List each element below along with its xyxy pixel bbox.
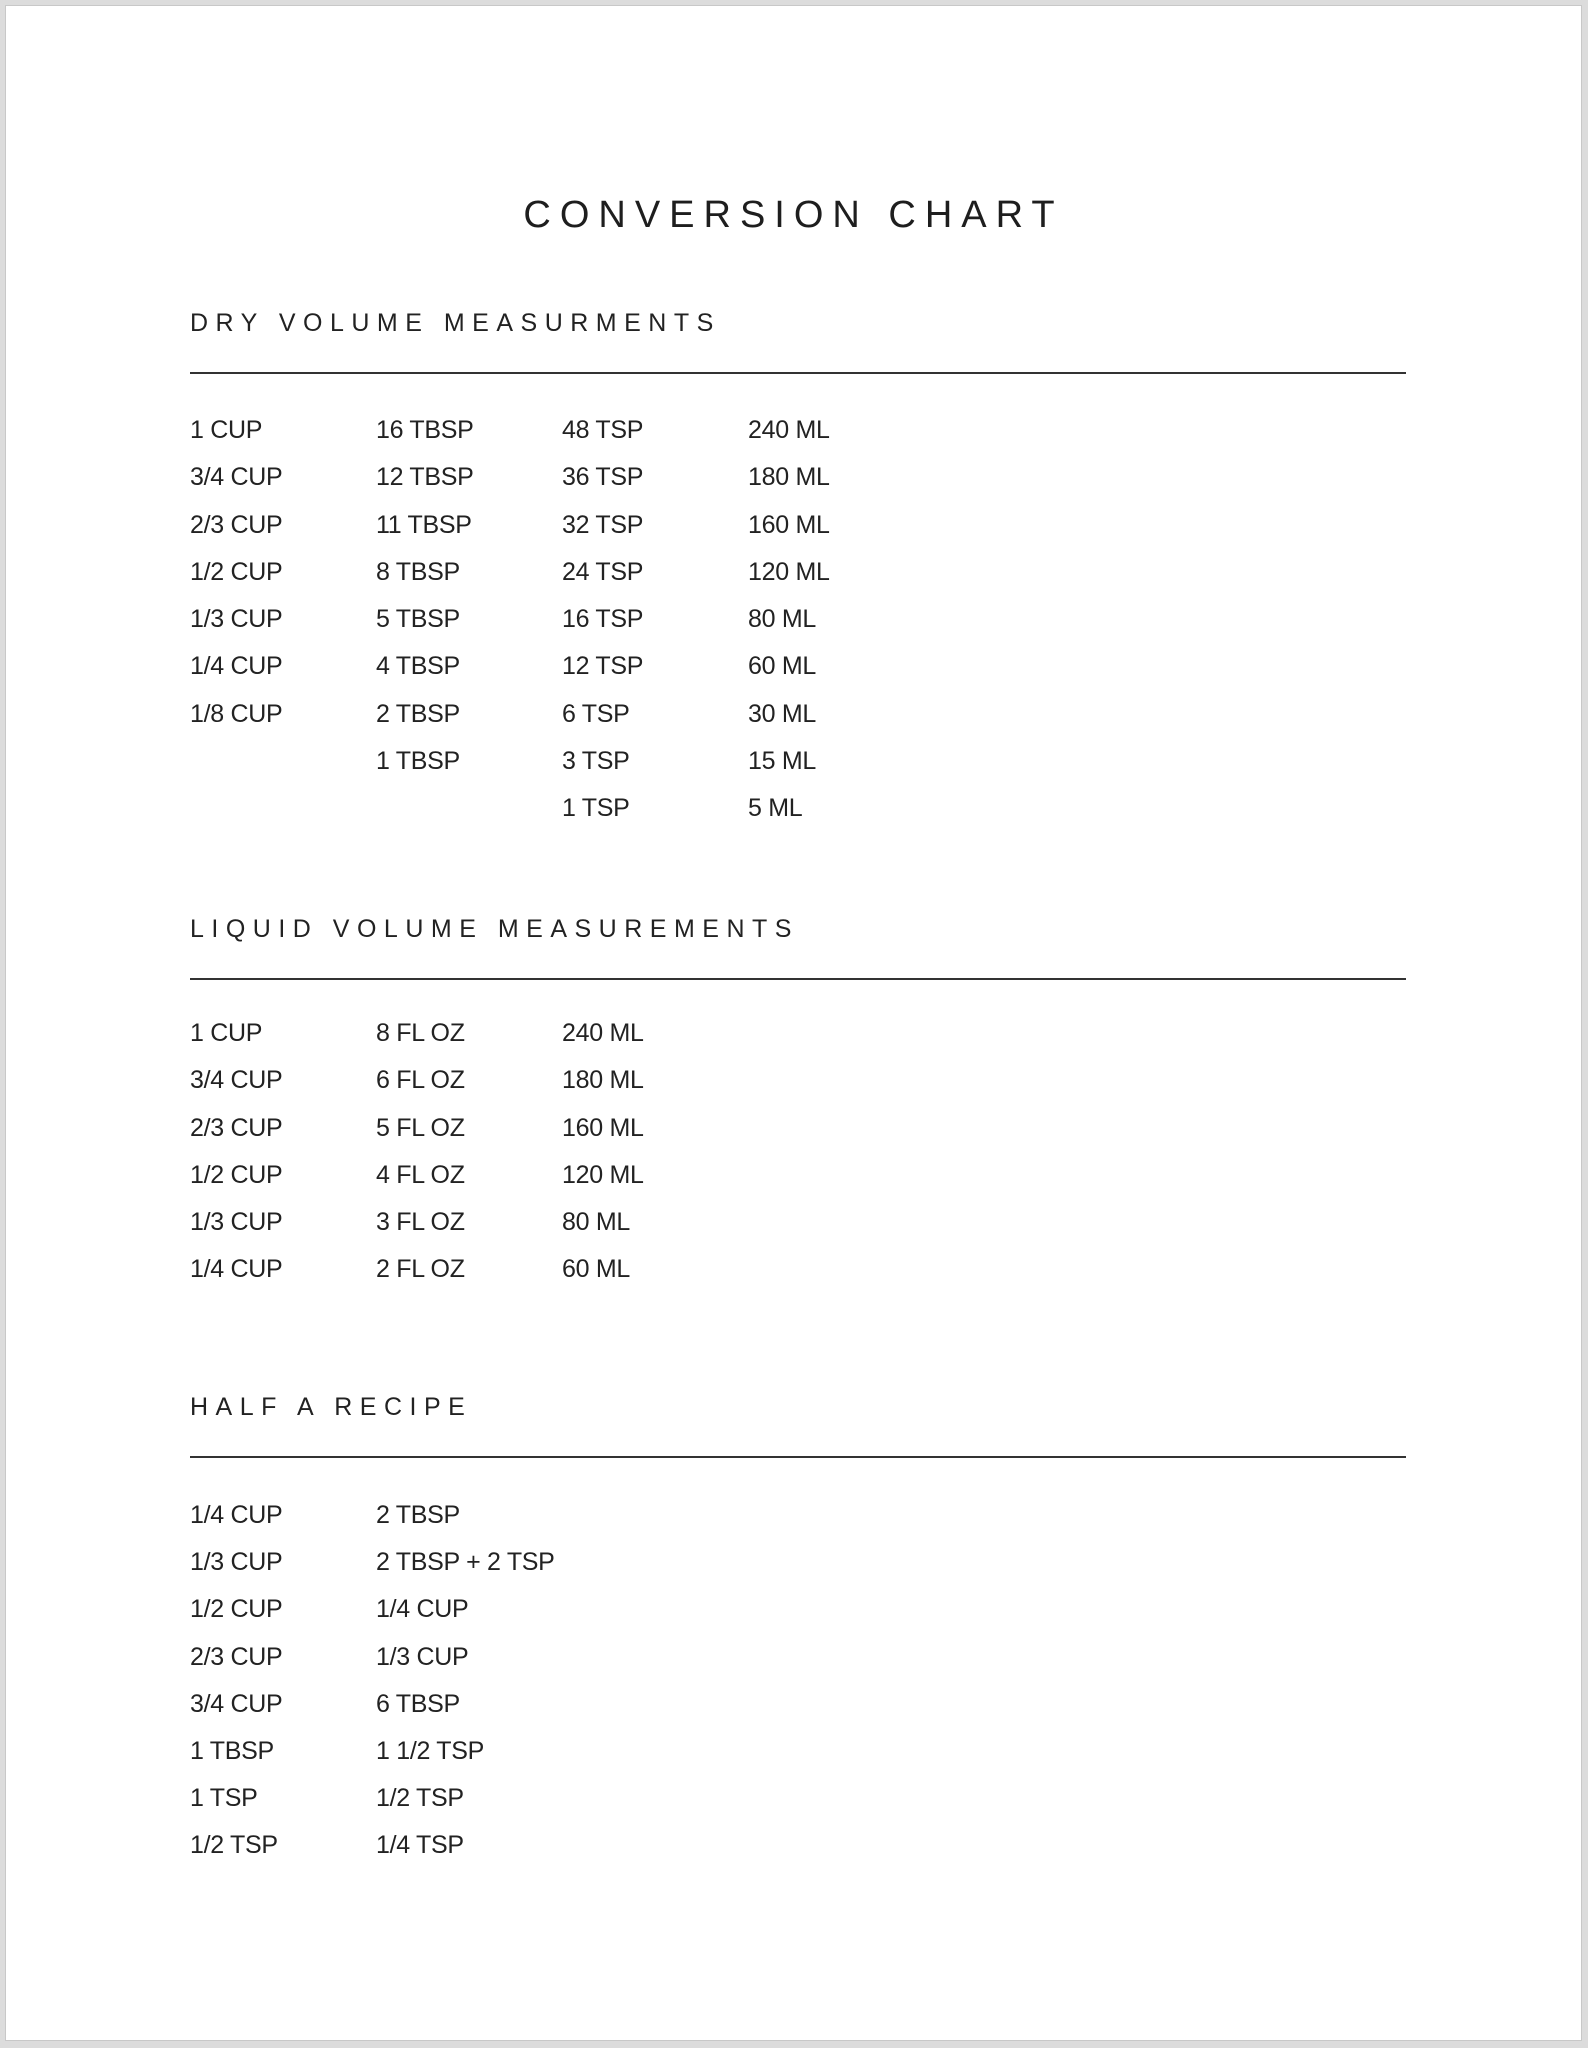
section-heading: HALF A RECIPE (190, 1393, 473, 1421)
table-row (190, 454, 934, 501)
table-cell: 1/3 CUP (190, 1548, 283, 1577)
table-cell: 1/2 TSP (376, 1784, 464, 1813)
table-cell: 1/4 TSP (376, 1831, 464, 1860)
table-cell: 2/3 CUP (190, 510, 283, 539)
table-cell: 4 FL OZ (376, 1160, 465, 1189)
table-row (190, 1822, 562, 1869)
table-cell: 3/4 CUP (190, 1066, 283, 1095)
table-cell: 36 TSP (562, 463, 644, 492)
table-cell: 240 ML (562, 1019, 644, 1047)
table-cell: 1 CUP (190, 1019, 263, 1047)
table-row (190, 738, 934, 785)
table-row (190, 1634, 562, 1681)
section-heading: DRY VOLUME MEASURMENTS (190, 309, 721, 337)
table-cell: 6 FL OZ (376, 1066, 465, 1095)
table-row (190, 1681, 562, 1728)
table-cell: 1 TBSP (190, 1736, 274, 1765)
table-cell: 1 CUP (190, 416, 263, 444)
table-cell: 8 FL OZ (376, 1019, 465, 1047)
table-cell: 180 ML (748, 463, 830, 492)
table-cell: 12 TSP (562, 652, 644, 681)
table-cell: 3/4 CUP (190, 1689, 283, 1718)
table-cell: 16 TSP (562, 605, 644, 634)
table-cell: 1/2 CUP (190, 1160, 283, 1189)
table-row (190, 1199, 748, 1246)
table-cell: 6 TBSP (376, 1689, 460, 1718)
table-cell: 1/4 CUP (190, 1255, 283, 1284)
table-cell: 3 FL OZ (376, 1208, 465, 1237)
table-row (190, 643, 934, 690)
table-cell: 80 ML (562, 1208, 630, 1237)
table-cell: 1/3 CUP (190, 1208, 283, 1237)
table-cell: 1/8 CUP (190, 699, 283, 728)
table-row (190, 691, 934, 738)
table-cell: 32 TSP (562, 510, 644, 539)
table-cell: 24 TSP (562, 557, 644, 586)
table-cell: 1 1/2 TSP (376, 1736, 485, 1765)
table-cell: 12 TBSP (376, 463, 474, 492)
table-row (190, 1775, 562, 1822)
table-cell: 60 ML (748, 652, 816, 681)
table-cell (376, 785, 562, 832)
table-cell: 48 TSP (562, 416, 644, 444)
section-divider (190, 978, 1406, 980)
table-row (190, 1539, 562, 1586)
table-cell: 2 TBSP + 2 TSP (376, 1548, 555, 1577)
table-row (190, 1492, 562, 1539)
table-cell (190, 738, 376, 785)
table-row (190, 502, 934, 549)
dry-volume-section (190, 308, 1406, 823)
table-cell: 5 FL OZ (376, 1113, 465, 1142)
conversion-table (190, 407, 934, 833)
table-row (190, 785, 934, 832)
table-row (190, 1057, 748, 1104)
table-row (190, 596, 934, 643)
table-cell: 1 TSP (190, 1784, 258, 1813)
table-cell: 15 ML (748, 747, 816, 776)
table-cell: 3/4 CUP (190, 463, 283, 492)
table-cell: 1/2 CUP (190, 1595, 283, 1624)
table-cell: 1/3 CUP (190, 605, 283, 634)
table-cell: 4 TBSP (376, 652, 460, 681)
table-row (190, 1105, 748, 1152)
table-row (190, 1152, 748, 1199)
table-cell: 160 ML (748, 510, 830, 539)
table-cell: 30 ML (748, 699, 816, 728)
table-cell: 1/2 TSP (190, 1831, 278, 1860)
table-cell: 240 ML (748, 416, 830, 444)
table-cell: 1/4 CUP (376, 1595, 469, 1624)
table-row (190, 549, 934, 596)
table-cell (190, 785, 376, 832)
table-cell: 5 TBSP (376, 605, 460, 634)
liquid-volume-section (190, 914, 1406, 1284)
table-cell: 2/3 CUP (190, 1113, 283, 1142)
section-divider (190, 372, 1406, 374)
table-row (190, 1586, 562, 1633)
table-cell: 16 TBSP (376, 416, 474, 444)
page-title: CONVERSION CHART (523, 194, 1064, 236)
table-cell: 6 TSP (562, 699, 630, 728)
table-cell: 1 TBSP (376, 747, 460, 776)
table-cell: 2 FL OZ (376, 1255, 465, 1284)
table-cell: 1/4 CUP (190, 652, 283, 681)
conversion-table (190, 1492, 562, 1870)
table-cell: 11 TBSP (376, 510, 472, 539)
table-cell: 180 ML (562, 1066, 644, 1095)
table-cell: 5 ML (748, 794, 803, 823)
table-row (190, 1246, 748, 1293)
table-cell: 1/3 CUP (376, 1642, 469, 1671)
table-row (190, 407, 934, 454)
conversion-table (190, 1010, 748, 1294)
table-cell: 2 TBSP (376, 699, 460, 728)
table-cell: 120 ML (562, 1160, 644, 1189)
table-cell: 1/4 CUP (190, 1501, 283, 1529)
table-cell: 2/3 CUP (190, 1642, 283, 1671)
table-cell: 80 ML (748, 605, 816, 634)
table-row (190, 1010, 748, 1057)
table-cell: 3 TSP (562, 747, 630, 776)
table-cell: 60 ML (562, 1255, 630, 1284)
table-cell: 1/2 CUP (190, 557, 283, 586)
table-cell: 1 TSP (562, 794, 630, 823)
half-recipe-section (190, 1392, 1406, 1860)
table-cell: 120 ML (748, 557, 830, 586)
table-row (190, 1728, 562, 1775)
table-cell: 2 TBSP (376, 1501, 460, 1529)
table-cell: 160 ML (562, 1113, 644, 1142)
table-cell: 8 TBSP (376, 557, 460, 586)
section-divider (190, 1456, 1406, 1458)
section-heading: LIQUID VOLUME MEASUREMENTS (190, 915, 799, 943)
document-page (5, 5, 1582, 2041)
